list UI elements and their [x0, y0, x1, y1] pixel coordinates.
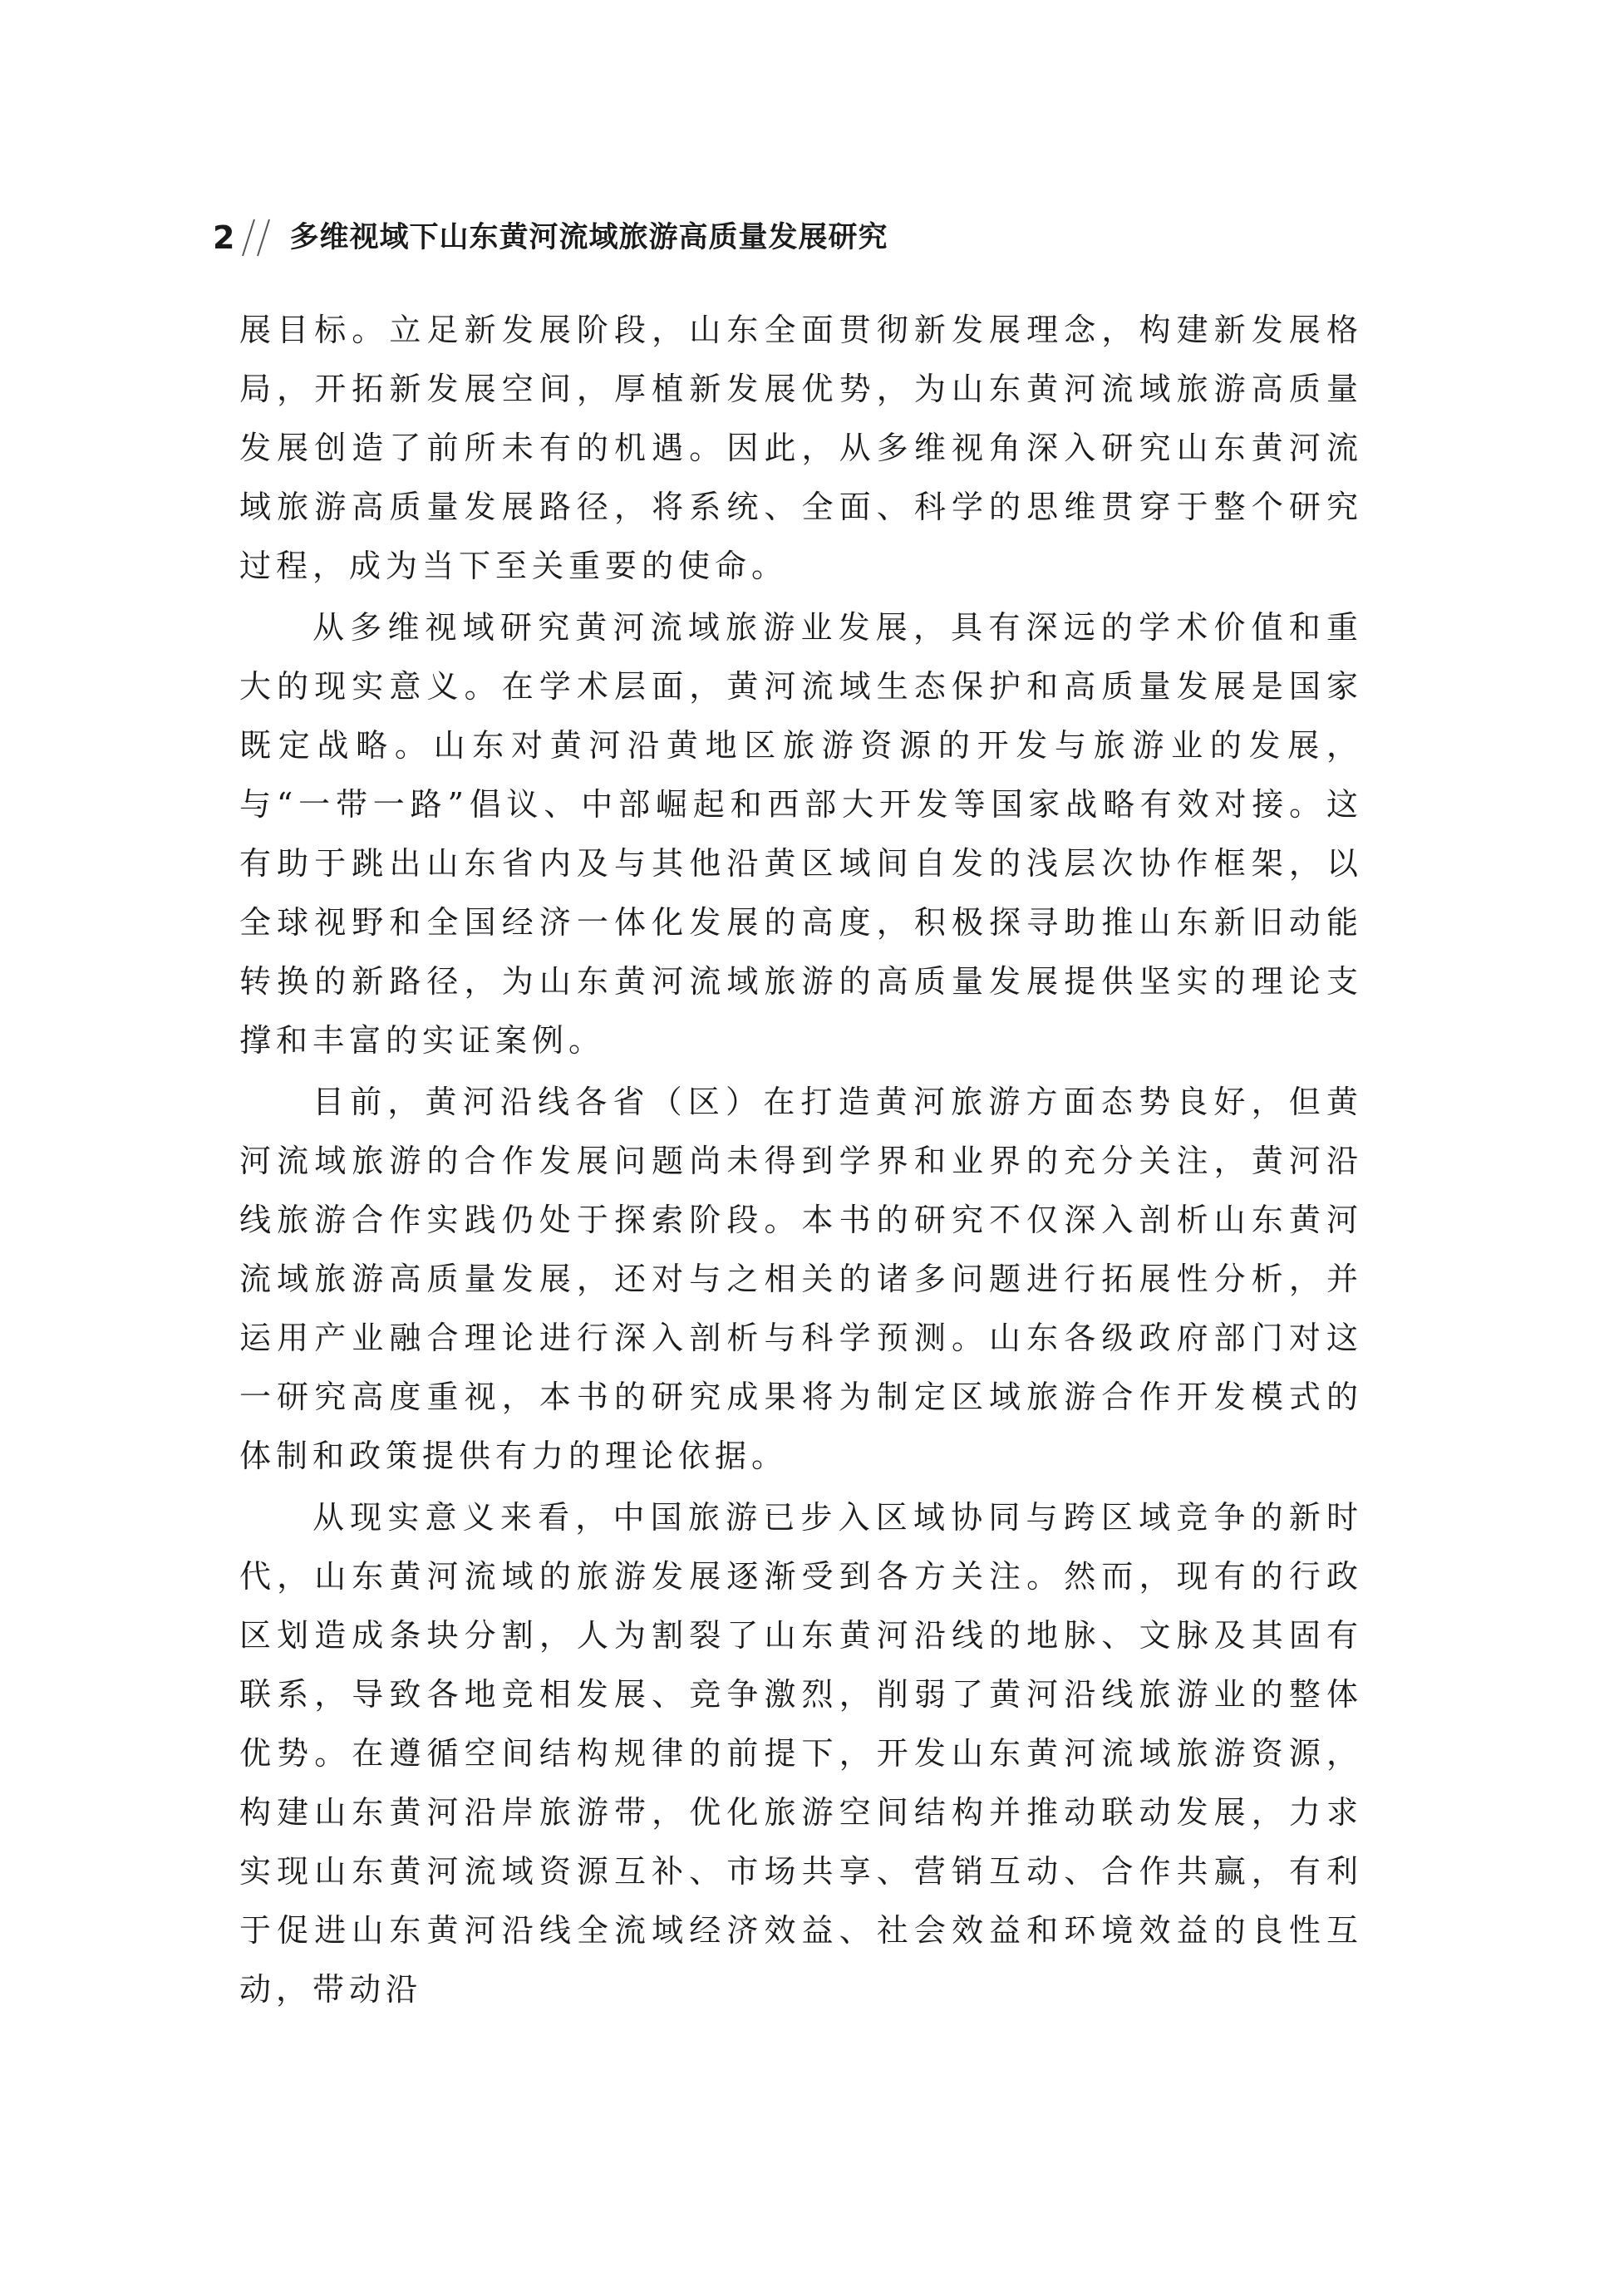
running-header	[213, 214, 888, 261]
paragraph: 从多维视域研究黄河流域旅游业发展，具有深远的学术价值和重大的现实意义。在学术层面，黄河流域生态保护和高质量发展是国家既定战略。山东对黄河沿黄地区旅游资源的开发与旅游业的发展，与“一带一路”倡议、中部崛起和西部大开发等国家战略有效对接。这有助于跳出山东省内及与其他沿黄区域间自发的浅层次协作框架，以全球视野和全国经济一体化发展的高度，积极探寻助推山东新旧动能转换的新路径，为山东黄河流域旅游的高质量发展提供坚实的理论支撑和丰富的实证案例。	[239, 609, 1363, 1059]
paragraph: 从现实意义来看，中国旅游已步入区域协同与跨区域竞争的新时代，山东黄河流域的旅游发展逐渐受到各方关注。然而，现有的行政区划造成条块分割，人为割裂了山东黄河沿线的地脉、文脉及其固有联系，导致各地竞相发展、竞争激烈，削弱了黄河沿线旅游业的整体优势。在遵循空间结构规律的前提下，开发山东黄河流域旅游资源，构建山东黄河沿岸旅游带，优化旅游空间结构并推动联动发展，力求实现山东黄河流域资源互补、市场共享、营销互动、合作共赢，有利于促进山东黄河沿线全流域经济效益、社会效益和环境效益的良性互动，带动沿	[239, 1499, 1363, 2008]
book-title: 多维视域下山东黄河流域旅游高质量发展研究	[289, 221, 888, 254]
double-slash-divider-icon	[239, 214, 274, 261]
paragraph-continuation: 展目标。立足新发展阶段，山东全面贯彻新发展理念，构建新发展格局，开拓新发展空间，厚植新发展优势，为山东黄河流域旅游高质量发展创造了前所未有的机遇。因此，从多维视角深入研究山东黄河流域旅游高质量发展路径，将系统、全面、科学的思维贯穿于整个研究过程，成为当下至关重要的使命。	[239, 312, 1363, 584]
body-text	[239, 301, 1363, 2022]
paragraph: 目前，黄河沿线各省（区）在打造黄河旅游方面态势良好，但黄河流域旅游的合作发展问题尚未得到学界和业界的充分关注，黄河沿线旅游合作实践仍处于探索阶段。本书的研究不仅深入剖析山东黄河流域旅游高质量发展，还对与之相关的诸多问题进行拓展性分析，并运用产业融合理论进行深入剖析与科学预测。山东各级政府部门对这一研究高度重视，本书的研究成果将为制定区域旅游合作开发模式的体制和政策提供有力的理论依据。	[239, 1084, 1363, 1474]
page-number: 2	[213, 219, 235, 256]
